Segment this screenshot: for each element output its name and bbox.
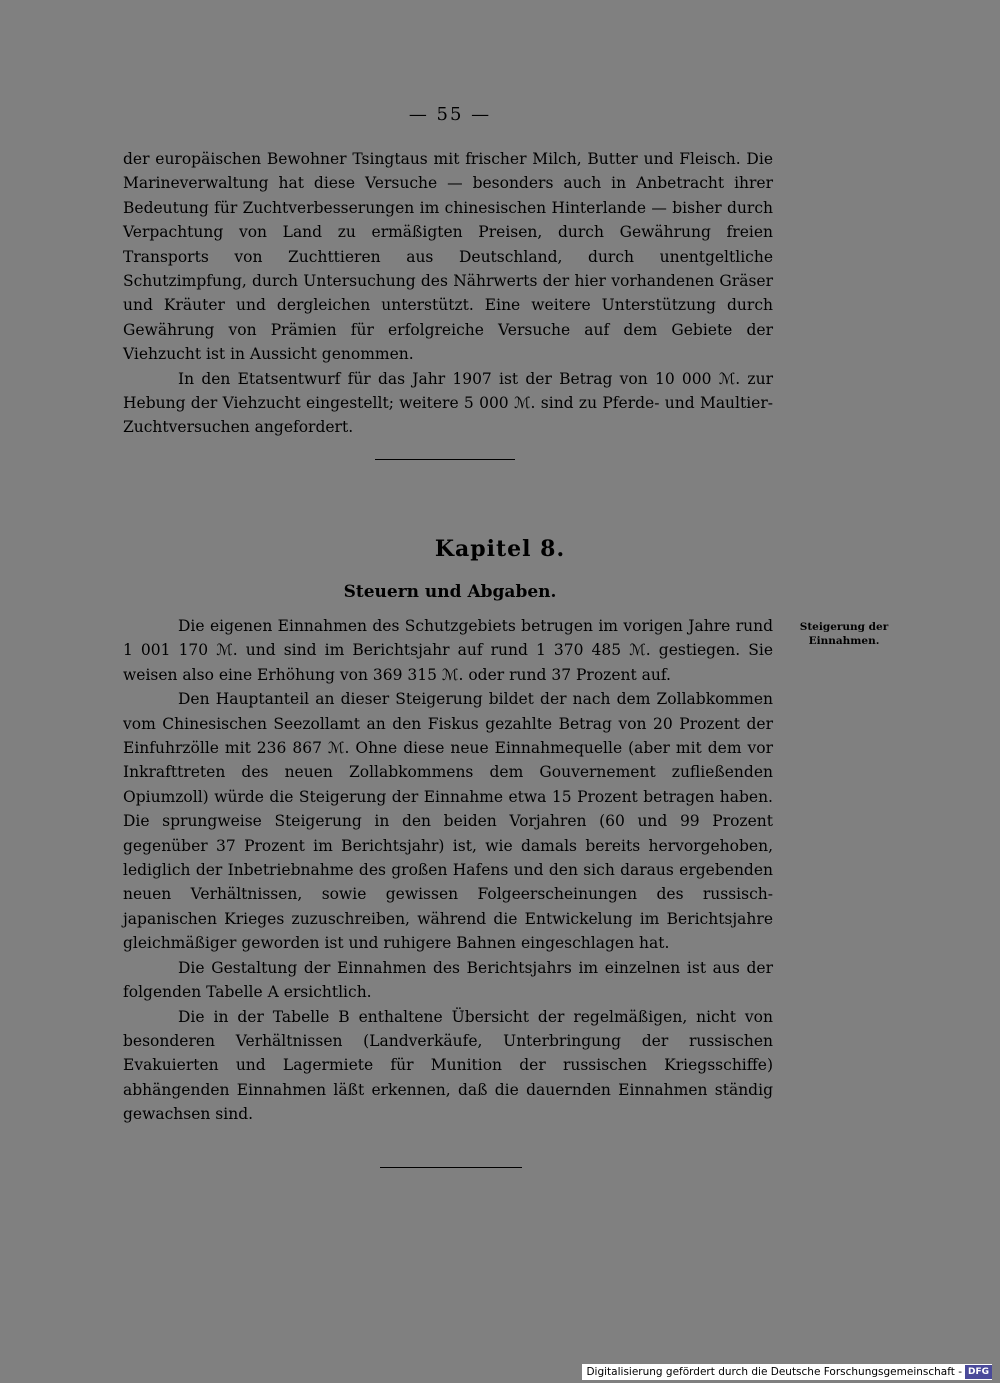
paragraph: Die eigenen Einnahmen des Schutzgebiets betrugen im vorigen Jahre rund 1 001 170 ℳ. und sind im Berichtsjahr auf rund 1 370 485 ℳ. gestiegen. Sie weisen also eine Erhöhung von 369 315 ℳ. oder rund 37 Prozent auf. [123, 617, 773, 684]
page-number: — 55 — [408, 104, 492, 125]
end-divider [380, 1167, 522, 1168]
paragraph: Den Hauptanteil an dieser Steigerung bildet der nach dem Zollabkommen vom Chinesischen Seezollamt an den Fiskus gezahlte Betrag von 20 Prozent der Einfuhrzölle mit 236 867 ℳ. Ohne diese neue Einnahmequelle (aber mit dem vor Inkrafttreten des neuen Zollabkommens dem Gouvernement zufließenden Opiumzoll) würde die Steigerung der Einnahme etwa 15 Prozent betragen haben. Die sprungweise Steigerung in den beiden Vorjahren (60 und 99 Prozent gegenüber 37 Prozent im Berichtsjahr) ist, wie damals bereits hervorgehoben, lediglich der Inbetriebnahme des großen Hafens und den sich daraus ergebenden neuen Verhältnissen, sowie gewissen Folgeerscheinungen des russisch-japanischen Krieges zuzuschreiben, während die Entwickelung im Berichtsjahre gleichmäßiger geworden ist und ruhigere Bahnen eingeschlagen hat. [123, 690, 773, 953]
footer-credit [582, 1364, 992, 1380]
paragraph: Die in der Tabelle B enthaltene Übersicht der regelmäßigen, nicht von besonderen Verhältnissen (Landverkäufe, Unterbringung der russischen Evakuierten und Lagermiete für Munition der russischen Kriegsschiffe) abhängenden Einnahmen läßt erkennen, daß die dauernden Einnahmen ständig gewachsen sind. [123, 1007, 773, 1124]
paragraph: Die Gestaltung der Einnahmen des Berichtsjahrs im einzelnen ist aus der folgenden Tabelle A ersichtlich. [123, 958, 773, 1002]
dfg-logo-icon: DFG [965, 1365, 992, 1379]
margin-note: Steigerung der Einnahmen. [799, 621, 889, 647]
paragraph: der europäischen Bewohner Tsingtaus mit frischer Milch, Butter und Fleisch. Die Marineverwaltung hat diese Versuche — besonders auch in Anbetracht ihrer Bedeutung für Zuchtverbesserungen im chinesischen Hinterlande — bisher durch Verpachtung von Land zu ermäßigten Preisen, durch Gewährung freien Transports von Zuchttieren aus Deutschland, durch unentgeltliche Schutzimpfung, durch Untersuchung des Nährwerts der hier vorhandenen Gräser und Kräuter und dergleichen unterstützt. Eine weitere Unterstützung durch Gewährung von Prämien für erfolgreiche Versuche auf dem Gebiete der Viehzucht ist in Aussicht genommen. [123, 150, 773, 364]
chapter-text-block [123, 614, 773, 1127]
chapter-title: Kapitel 8. [434, 536, 566, 562]
top-text-block [123, 147, 773, 440]
section-title: Steuern und Abgaben. [343, 582, 557, 602]
section-divider [375, 459, 515, 460]
footer-text: Digitalisierung gefördert durch die Deutsche Forschungsgemeinschaft - [586, 1366, 962, 1378]
paragraph: In den Etatsentwurf für das Jahr 1907 ist der Betrag von 10 000 ℳ. zur Hebung der Viehzucht eingestellt; weitere 5 000 ℳ. sind zu Pferde- und Maultier-Zuchtversuchen angefordert. [123, 369, 773, 437]
